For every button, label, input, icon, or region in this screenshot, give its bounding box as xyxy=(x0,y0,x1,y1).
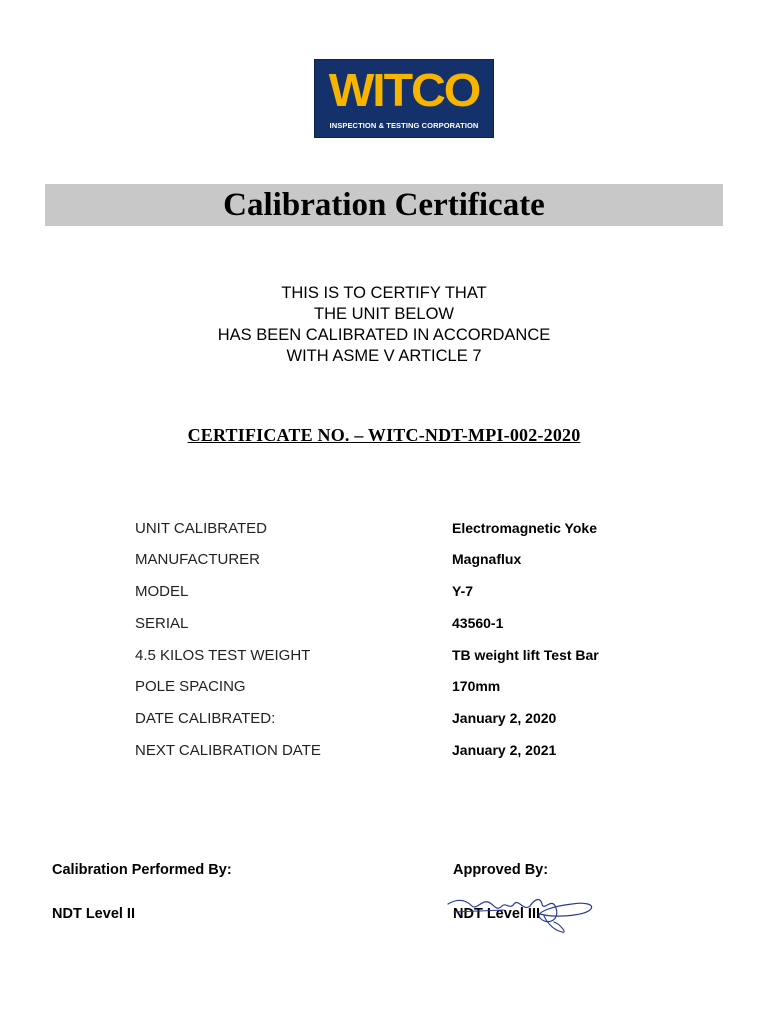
title-bar xyxy=(45,184,723,226)
detail-row-date-calibrated xyxy=(0,710,768,730)
detail-label: NEXT CALIBRATION DATE xyxy=(135,742,321,759)
approved-by-level: NDT Level III xyxy=(453,906,541,922)
detail-row-unit xyxy=(0,520,768,540)
approver-signature xyxy=(444,890,604,938)
detail-value: January 2, 2021 xyxy=(452,742,557,758)
detail-row-test-weight xyxy=(0,647,768,667)
detail-label: SERIAL xyxy=(135,615,189,632)
detail-row-manufacturer xyxy=(0,551,768,571)
certify-line: WITH ASME V ARTICLE 7 xyxy=(286,347,482,365)
detail-label: MANUFACTURER xyxy=(135,551,261,568)
detail-value: 170mm xyxy=(452,678,501,694)
detail-label: UNIT CALIBRATED xyxy=(135,520,267,537)
certificate-number: CERTIFICATE NO. – WITC-NDT-MPI-002-2020 xyxy=(187,425,581,445)
detail-row-model xyxy=(0,583,768,603)
company-logo xyxy=(314,59,494,138)
detail-value: January 2, 2020 xyxy=(452,710,557,726)
detail-value: Electromagnetic Yoke xyxy=(452,520,597,536)
detail-label: DATE CALIBRATED: xyxy=(135,710,276,727)
detail-value: Y-7 xyxy=(452,583,474,599)
certificate-title: Calibration Certificate xyxy=(223,187,545,223)
detail-row-serial xyxy=(0,615,768,635)
detail-row-pole-spacing xyxy=(0,678,768,698)
logo-subtitle: INSPECTION & TESTING CORPORATION xyxy=(329,121,479,130)
performed-by-level: NDT Level II xyxy=(52,906,135,922)
detail-value: Magnaflux xyxy=(452,551,522,567)
certify-line: HAS BEEN CALIBRATED IN ACCORDANCE xyxy=(217,326,551,344)
detail-value: TB weight lift Test Bar xyxy=(452,647,599,663)
detail-value: 43560-1 xyxy=(452,615,504,631)
detail-label: POLE SPACING xyxy=(135,678,246,695)
certification-statement xyxy=(0,283,768,367)
certify-line: THE UNIT BELOW xyxy=(314,305,454,323)
logo-wordmark: WITCO xyxy=(328,64,480,116)
performed-by-label: Calibration Performed By: xyxy=(52,862,232,878)
detail-row-next-calibration xyxy=(0,742,768,762)
certify-line: THIS IS TO CERTIFY THAT xyxy=(281,284,487,302)
detail-label: MODEL xyxy=(135,583,189,600)
detail-label: 4.5 KILOS TEST WEIGHT xyxy=(135,647,311,664)
approved-by-label: Approved By: xyxy=(453,862,549,878)
